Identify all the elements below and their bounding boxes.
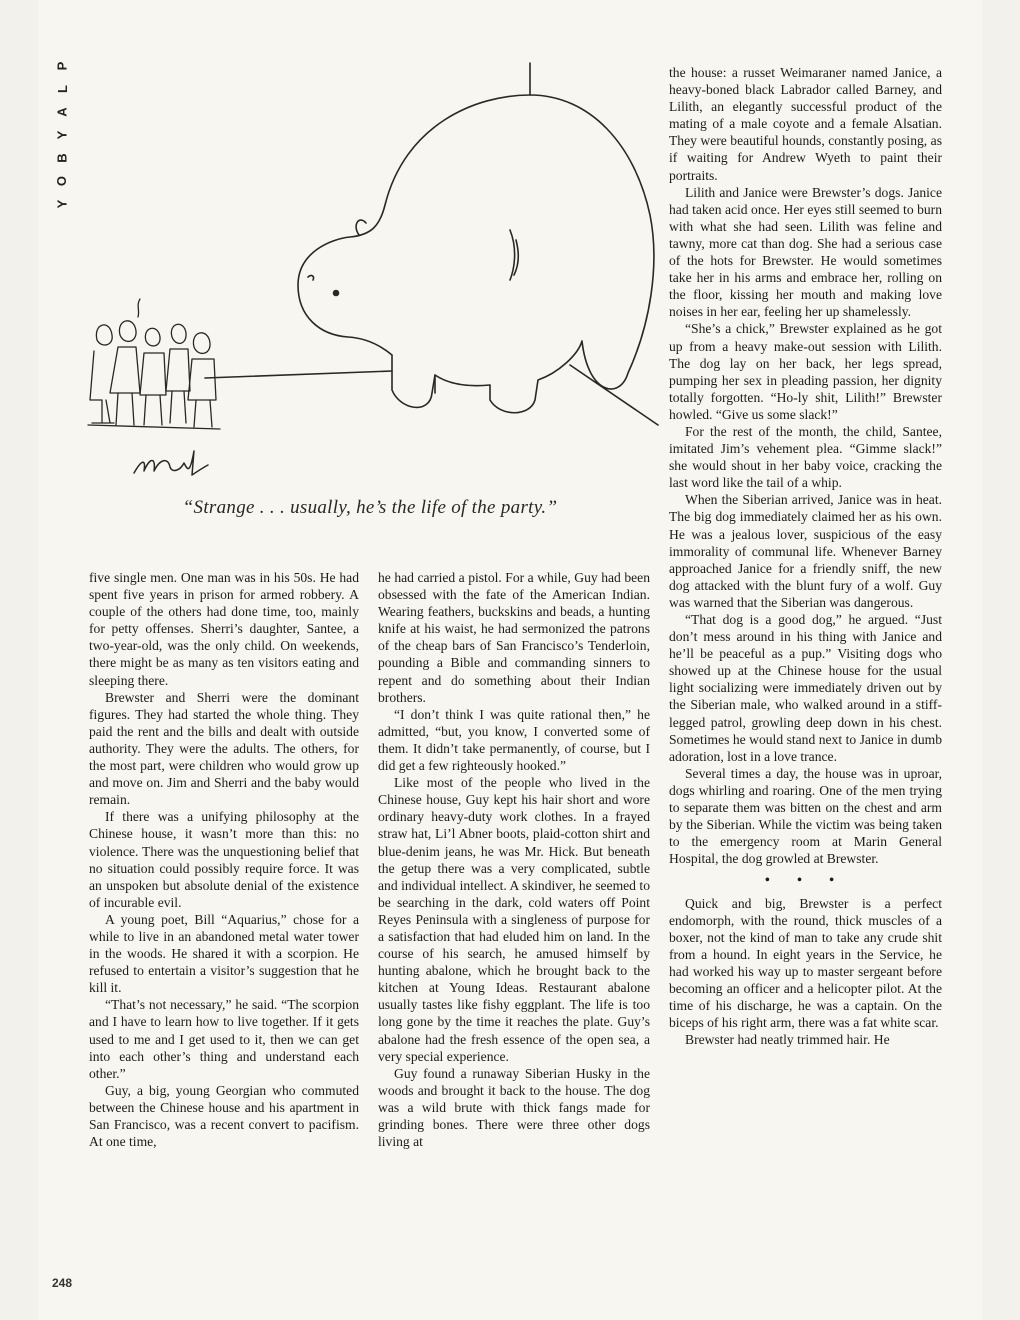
- hippo-eye: [334, 291, 339, 296]
- party-guests: [88, 299, 220, 429]
- paragraph: five single men. One man was in his 50s. He had spent five years in prison for armed robbery. A couple of the others had done time, too, mainly for petty offenses. Sherri’s daughter, Santee, a two-year-old, was the only child. On weekends, there might be as many as ten visitors eating and sleeping there.: [89, 570, 359, 688]
- paragraph: Brewster had neatly trimmed hair. He: [685, 1032, 890, 1048]
- masthead-letter: A: [54, 106, 70, 117]
- paragraph: For the rest of the month, the child, Santee, imitated Jim’s vehement plea. “Gimme slack!” she would shout in her baby voice, cracking the last word like the tail of a whip.: [669, 423, 942, 491]
- paragraph: he had carried a pistol. For a while, Guy had been obsessed with the fate of the American Indian. Wearing feathers, buckskins and beads, a hunting knife at his waist, he had sermonized the patrons of the cheap bars of San Francisco’s Tenderloin, pounding a Bible and commanding sinners to repent and do something about their Indian brothers.: [378, 570, 650, 705]
- hippo-balloon: [298, 95, 654, 413]
- paragraph: A young poet, Bill “Aquarius,” chose for a while to live in an abandoned metal water tower in the woods. He shared it with a scorpion. He refused to entertain a visitor’s suggestion that he kill it.: [89, 911, 359, 996]
- masthead-letter: Y: [54, 129, 70, 140]
- paragraph: “I don’t think I was quite rational then,” he admitted, “but, you know, I converted some of them. It didn’t take permanently, of course, but I did get a few righteously hooked.”: [378, 706, 650, 774]
- artist-signature: [134, 451, 208, 475]
- paragraph: If there was a unifying philosophy at the Chinese house, it wasn’t more than this: no violence. There was the unquestioning belief that no situation could possibly require force. It was an unspoken but absolute denial of the existence of incurable evil.: [89, 809, 359, 910]
- masthead-letter: O: [54, 174, 70, 187]
- paragraph: Like most of the people who lived in the Chinese house, Guy kept his hair short and wore ordinary heavy-duty work clothes. In a frayed straw hat, Li’l Abner boots, plaid-cotton shirt and blue-denim jeans, he was Mr. Hick. But beneath the getup there was a very complicated, subtle and individual intellect. A skindiver, he seemed to be searching in the dark, cold waters off Point Reyes Peninsula with a singleness of purpose for a satisfaction that had eluded him on land. In the course of his search, he amused himself by hunting abalone, which he brought back to the kitchen at Young Ideas. Restaurant abalone usually tastes like fishy eggplant. The life is too long gone by the time it reaches the plate. Guy’s abalone had the fresh essence of the open sea, a very special experience.: [378, 775, 650, 1064]
- paragraph: Guy, a big, young Georgian who commuted between the Chinese house and his apartment in San Francisco, was a recent convert to pacifism. At one time,: [89, 1082, 359, 1150]
- section-divider: • • •: [764, 872, 847, 888]
- masthead-letter: B: [54, 152, 70, 163]
- masthead-letter: Y: [54, 198, 70, 209]
- hippo-nostril: [308, 276, 314, 280]
- paragraph: Quick and big, Brewster is a perfect endomorph, with the round, thick muscles of a boxer, not the kind of man to take any crude shit from a hound. In eight years in the Service, he had worked his way up to master sergeant before becoming an officer and a helicopter pilot. At the time of his discharge, he was a captain. On the biceps of his right arm, there was a fat white scar.: [669, 895, 942, 1031]
- masthead-letter: P: [54, 60, 70, 71]
- cartoon-illustration: [80, 55, 660, 485]
- text-column-3: [669, 64, 942, 1048]
- paragraph: Brewster and Sherri were the dominant figures. They had started the whole thing. They paid the rent and the bills and dealt with outside authority. They were the adults. The others, for the most part, were children who would grow up and move on. Jim and Sherri and the baby would remain.: [89, 689, 359, 808]
- paragraph: When the Siberian arrived, Janice was in heat. The big dog immediately claimed her as his own. He was a jealous lover, suspicious of the easy immorality of communal life. Whenever Barney approached Janice for a friendly sniff, the new dog attacked with the blunt fury of a wolf. Guy was warned that the Siberian was dangerous.: [669, 492, 942, 610]
- masthead-letter: L: [54, 84, 70, 93]
- page-number: 248: [52, 1276, 73, 1290]
- masthead-playboy: [52, 58, 72, 211]
- paragraph: Several times a day, the house was in uproar, dogs whirling and roaring. One of the men trying to separate them was bitten on the chest and arm by the Siberian. While the victim was being taken to the emergency room at Marin General Hospital, the dog growled at Brewster.: [669, 765, 942, 867]
- paragraph: “That’s not necessary,” he said. “The scorpion and I have to learn how to live together. If it gets used to me and I get used to it, then we can get into each other’s thing and understand each other.”: [89, 997, 359, 1081]
- paragraph: Lilith and Janice were Brewster’s dogs. Janice had taken acid once. Her eyes still seemed to burn with what she had seen. Lilith was feline and tawny, more cat than dog. She had a serious case of the hots for Brewster. He would sometimes take her in his arms and embrace her, rolling on the floor, kissing her mouth and making love noises in her ear, feeling her up shamelessly.: [669, 184, 942, 320]
- text-column-2: [378, 569, 650, 1150]
- wall-line: [205, 371, 392, 378]
- floor-line: [570, 365, 658, 425]
- text-column-1: [89, 569, 359, 1150]
- paragraph: Guy found a runaway Siberian Husky in the woods and brought it back to the house. The dog was a wild brute with thick fangs made for grinding bones. There were three other dogs living at: [378, 1065, 650, 1150]
- paragraph: “She’s a chick,” Brewster explained as he got up from a heavy make-out session with Lilith. The dog lay on her back, her legs spread, pumping her sex in pleading passion, her dignity totally forgotten. “Ho-ly shit, Lilith!” Brewster howled. “Give us some slack!”: [669, 321, 942, 422]
- cartoon-caption: “Strange . . . usually, he’s the life of the party.”: [182, 497, 558, 518]
- hippo-ear: [356, 220, 366, 235]
- paragraph: “That dog is a good dog,” he argued. “Just don’t mess around in his thing with Janice and he’ll be peaceful as a pup.” Visiting dogs who showed up at the Chinese house for the usual light socializing were immediately driven out by the Siberian male, who walked around in a stiff-legged patrol, growling deep down in his chest. Sometimes he would stand next to Janice in dumb adoration, lost in a love trance.: [669, 612, 942, 764]
- paragraph: the house: a russet Weimaraner named Janice, a heavy-boned black Labrador called Barney, and Lilith, an elegantly successful product of the mating of a male coyote and a female Alsatian. They were beautiful hounds, constantly posing, as if waiting for Andrew Wyeth to paint their portraits.: [669, 65, 942, 183]
- balloon-crease: [510, 230, 515, 280]
